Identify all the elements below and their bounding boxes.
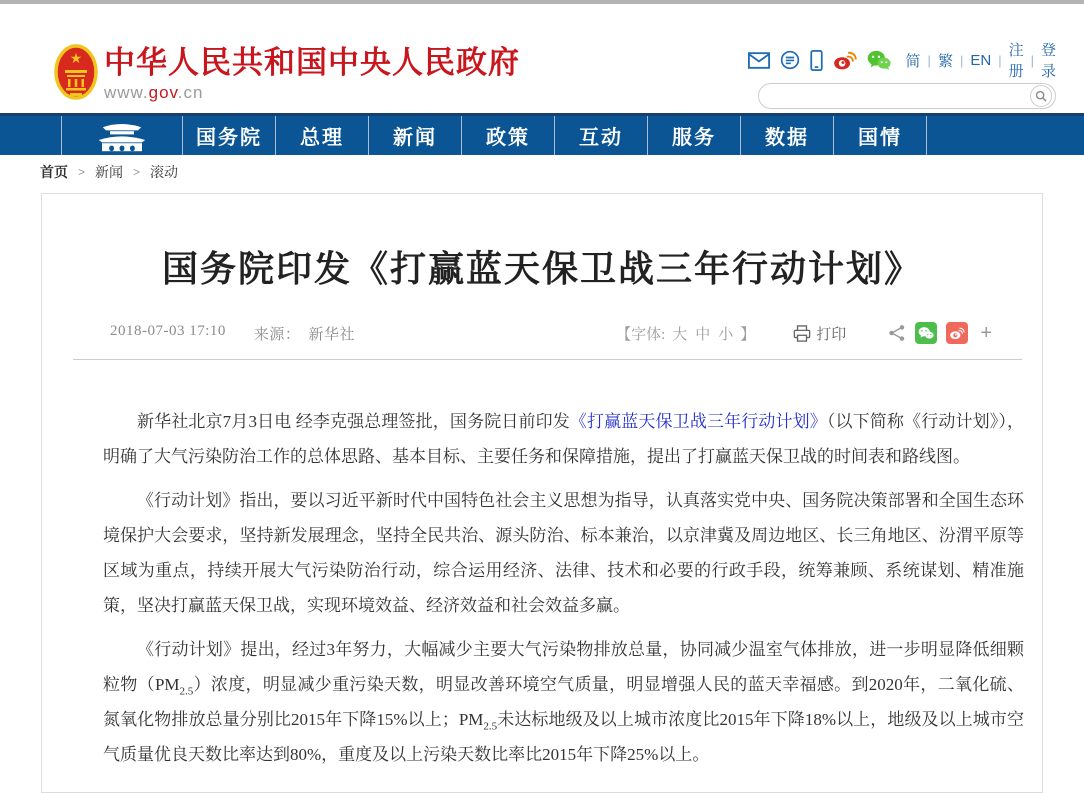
article-source xyxy=(254,323,355,344)
share-group xyxy=(888,322,992,344)
site-identity xyxy=(104,46,520,103)
site-header xyxy=(0,4,1084,113)
quick-links-row xyxy=(758,42,1056,80)
nav-home-tab[interactable] xyxy=(61,116,183,155)
wechat-share-icon[interactable] xyxy=(915,322,937,344)
breadcrumb-separator: > xyxy=(78,165,86,179)
nav-item-5[interactable]: 服务 xyxy=(648,116,741,155)
login-link[interactable]: 登录 xyxy=(1040,42,1056,80)
mail-icon[interactable] xyxy=(748,52,770,69)
search-icon xyxy=(1035,90,1047,102)
breadcrumb-item-1[interactable]: 新闻 xyxy=(95,164,124,180)
article-body xyxy=(103,404,1024,772)
nav-items xyxy=(183,116,927,155)
lang-separator: | xyxy=(959,52,964,68)
article-date: 2018-07-03 17:10 xyxy=(110,322,226,339)
subscript: 2.5 xyxy=(483,720,498,733)
lang-links xyxy=(906,39,1056,81)
lang-separator: | xyxy=(927,52,931,68)
tiananmen-icon xyxy=(82,120,162,152)
lang-separator: | xyxy=(1030,52,1034,68)
site-title: 中华人民共和国中央人民政府 xyxy=(104,45,520,80)
font-widget-open: 【字体: xyxy=(616,326,666,343)
lang-simplified[interactable]: 简 xyxy=(905,52,921,70)
nav-item-4[interactable]: 互动 xyxy=(555,116,648,155)
search-input[interactable] xyxy=(771,85,1030,107)
more-share-button[interactable]: + xyxy=(980,322,992,344)
share-icon[interactable] xyxy=(888,324,906,342)
site-url xyxy=(104,83,520,103)
main-nav xyxy=(0,113,1084,155)
article-title: 国务院印发《打赢蓝天保卫战三年行动计划》 xyxy=(161,248,922,289)
breadcrumb xyxy=(40,162,178,182)
paragraph-text: 《行动计划》提出，经过3年努力，大幅减少主要大气污染物排放总量，协同减少温室气体排放，进一步明显降低细颗粒物（PM xyxy=(103,640,1024,694)
breadcrumb-separator: > xyxy=(133,165,141,179)
article-meta-row xyxy=(110,322,992,344)
comment-icon[interactable] xyxy=(780,50,800,70)
font-size-large[interactable]: 大 xyxy=(672,326,688,343)
nav-left-spacer xyxy=(0,116,61,155)
source-label: 来源： xyxy=(253,326,301,343)
site-url-www: www. xyxy=(104,83,149,102)
svg-text:★: ★ xyxy=(69,50,83,66)
lang-traditional[interactable]: 繁 xyxy=(937,52,953,70)
article-container xyxy=(41,193,1043,793)
weibo-icon[interactable] xyxy=(833,50,857,70)
lang-english[interactable]: EN xyxy=(970,51,992,69)
weibo-share-icon[interactable] xyxy=(946,322,968,344)
article-link[interactable]: 《打赢蓝天保卫战三年行动计划》 xyxy=(569,412,827,431)
font-size-widget xyxy=(616,323,755,344)
paragraph-text: 未达标地级及以上城市浓度比2015年下降18%以上，地级及以上城市空气质量优良天数比率达到80%，重度及以上污染天数比率比2015年下降25%以上。 xyxy=(103,710,1024,764)
lang-separator: | xyxy=(998,52,1002,68)
print-button[interactable] xyxy=(793,323,846,344)
font-size-small[interactable]: 小 xyxy=(718,326,734,343)
breadcrumb-item-0[interactable]: 首页 xyxy=(40,164,68,180)
nav-item-2[interactable]: 新闻 xyxy=(369,116,462,155)
paragraph-text: 《行动计划》指出，要以习近平新时代中国特色社会主义思想为指导，认真落实党中央、国务院决策部署和全国生态环境保护大会要求，坚持新发展理念，坚持全民共治、源头防治、标本兼治，以京津冀及周边地区、长三角地区、汾渭平原等区域为重点，持续开展大气污染防治行动，综合运用经济、法律、技术和必要的行政手段，统筹兼顾、系统谋划、精准施策，坚决打赢蓝天保卫战，实现环境效益、经济效益和社会效益多赢。 xyxy=(103,491,1024,615)
printer-icon xyxy=(793,325,811,342)
nav-item-7[interactable]: 国情 xyxy=(834,116,927,155)
national-emblem-icon xyxy=(54,44,98,104)
print-label: 打印 xyxy=(816,326,847,343)
nav-item-1[interactable]: 总理 xyxy=(276,116,369,155)
site-url-gov: gov xyxy=(148,83,178,102)
register-link[interactable]: 注册 xyxy=(1008,42,1024,80)
article-paragraph xyxy=(103,632,1024,772)
search-box xyxy=(758,83,1056,109)
mobile-icon[interactable] xyxy=(810,50,823,71)
nav-item-3[interactable]: 政策 xyxy=(462,116,555,155)
wechat-icon[interactable] xyxy=(867,50,891,70)
header-right xyxy=(758,42,1056,109)
paragraph-text: 新华社北京7月3日电 经李克强总理签批，国务院日前印发 xyxy=(137,412,570,431)
subscript: 2.5 xyxy=(179,685,194,698)
font-size-medium[interactable]: 中 xyxy=(695,326,711,343)
source-value: 新华社 xyxy=(308,326,355,343)
search-button[interactable] xyxy=(1030,85,1052,107)
national-emblem-logo[interactable] xyxy=(54,44,98,109)
nav-item-6[interactable]: 数据 xyxy=(741,116,834,155)
breadcrumb-item-2: 滚动 xyxy=(150,164,179,180)
article-meta-left xyxy=(110,323,355,344)
paragraph-text: （以下简称《行动计划》），明确了大气污染防治工作的总体思路、基本目标、主要任务和保障措施，提出了打赢蓝天保卫战的时间表和路线图。 xyxy=(103,412,1025,466)
font-widget-close: 】 xyxy=(740,326,756,343)
font-size-options xyxy=(672,323,733,344)
divider xyxy=(73,359,1022,360)
paragraph-text: ）浓度，明显减少重污染天数，明显改善环境空气质量，明显增强人民的蓝天幸福感。到2020年，二氧化硫、氮氧化物排放总量分别比2015年下降15%以上；PM xyxy=(103,675,1024,729)
article-meta-right xyxy=(616,322,992,344)
article-paragraph xyxy=(103,404,1024,474)
article-paragraph xyxy=(103,483,1024,623)
nav-item-0[interactable]: 国务院 xyxy=(183,116,276,155)
site-url-cn: .cn xyxy=(177,83,204,102)
